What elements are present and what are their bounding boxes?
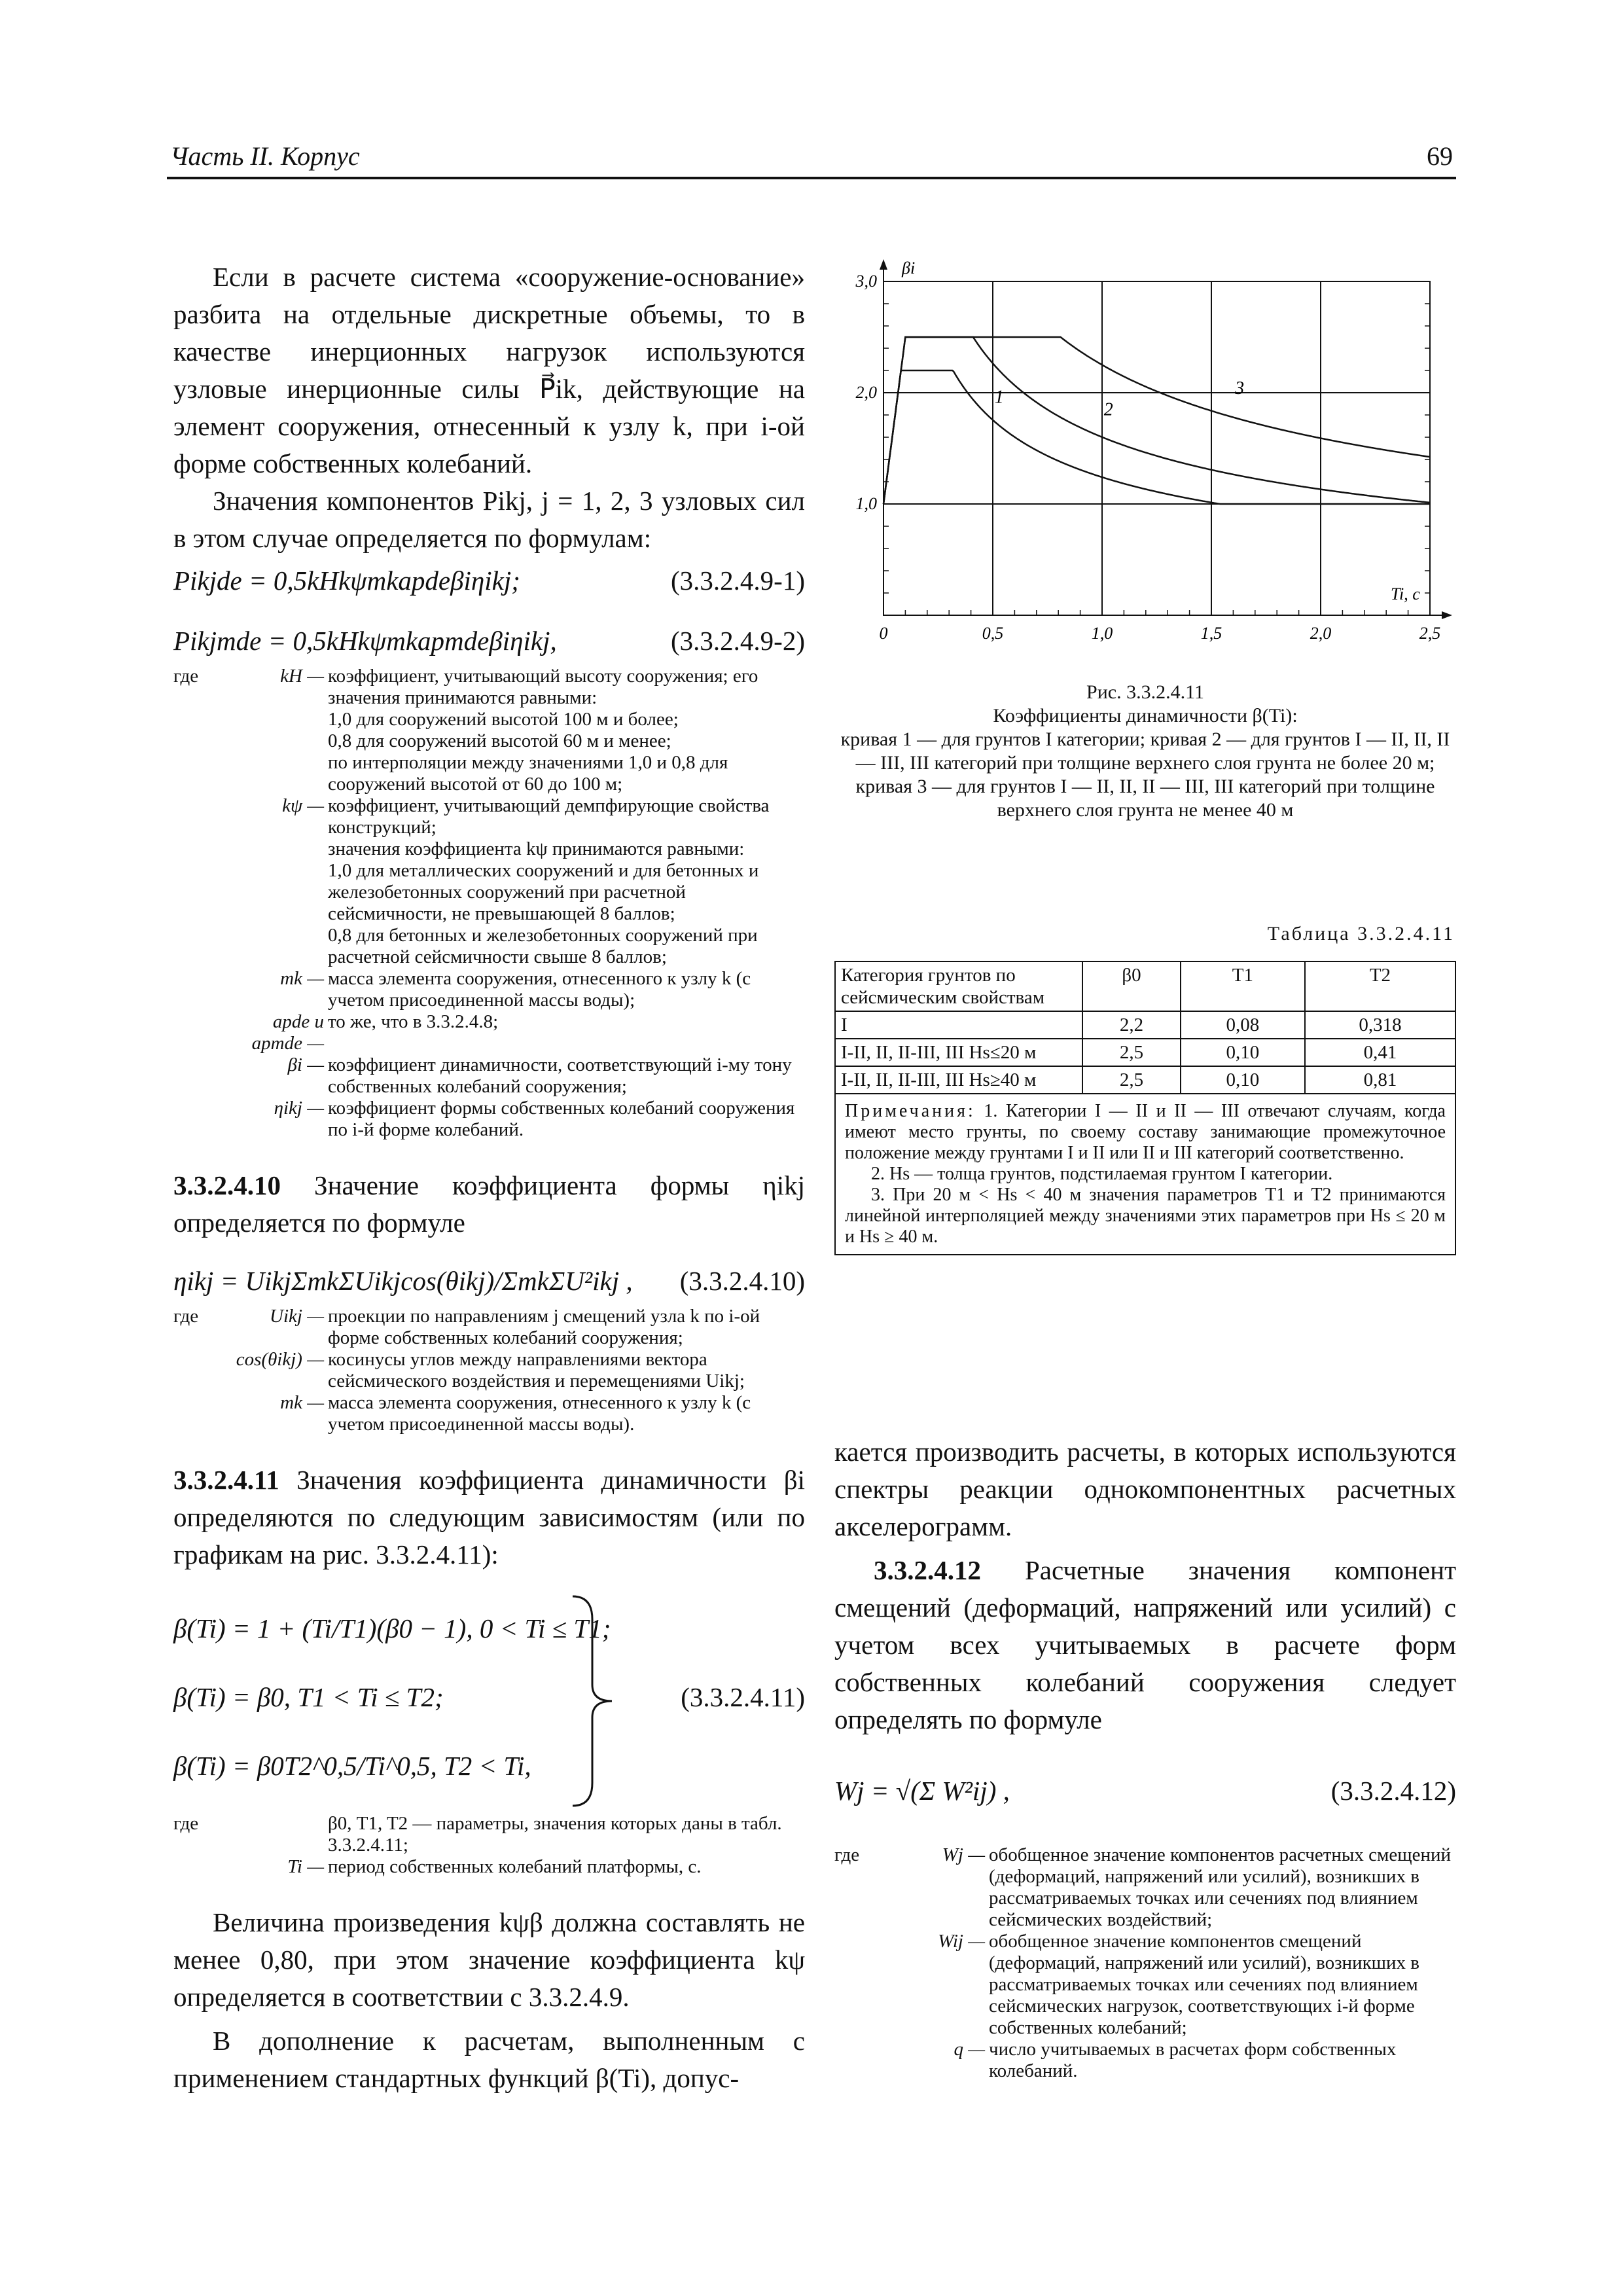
definition-where [173, 968, 219, 1011]
paragraph-product-limit: Величина произведения kψβ должна составлять не менее 0,80, при этом значение коэффициента kψ определяется в соответствии с 3.3.2.4.9. [173, 1907, 805, 2012]
curve-label-2: 2 [1103, 399, 1113, 420]
table-header-row [835, 961, 1455, 1011]
definition-row [173, 666, 805, 709]
definition-symbol: cos(θikj) — [236, 1349, 324, 1370]
definition-symbol: mk — [280, 1392, 324, 1413]
definition-row [173, 795, 805, 838]
definition-symbol [219, 752, 328, 795]
curve-label-1: 1 [994, 387, 1004, 408]
definition-text: коэффициент, учитывающий демпфирующие свойства конструкций; [328, 795, 770, 838]
table-cell: 0,10 [1181, 1039, 1305, 1066]
x-tick-label: 1,5 [1200, 624, 1222, 643]
chart-svg [834, 255, 1456, 661]
formula-3-3-2-4-9-1 [173, 561, 805, 601]
definition-text: 0,8 для сооружений высотой 60 м и менее; [328, 730, 671, 751]
curve-3 [883, 337, 1430, 504]
figure-description: кривая 1 — для грунтов I категории; кривая 2 — для грунтов I — II, II, II — III, III категорий при толщине верхнего слоя грунта не более 20 м; кривая 3 — для грунтов I — II, II, II — III, III категорий при толщине верхнего слоя грунта не менее 40 м [840, 728, 1450, 821]
definition-row [173, 1054, 805, 1098]
figure-title: Коэффициенты динамичности β(Ti): [993, 705, 1298, 726]
definition-text: 1,0 для металлических сооружений и для бетонных и железобетонных сооружений при расчетной сейсмичности, не превышающей 8 баллов; [328, 860, 759, 924]
definition-where [173, 1349, 219, 1392]
definition-symbol: Ti — [287, 1856, 324, 1877]
x-axis-label: Ti, c [1391, 584, 1420, 603]
x-tick-label: 0,5 [982, 624, 1004, 643]
formula-number: (3.3.2.4.10) [679, 1266, 805, 1296]
paragraph-components: Значения компонентов Pikj, j = 1, 2, 3 узловых сил в этом случае определяется по формулам: [173, 486, 805, 553]
definition-text: масса элемента сооружения, отнесенного к узлу k (с учетом присоединенной массы воды); [328, 968, 751, 1011]
definition-text: 0,8 для бетонных и железобетонных сооружений при расчетной сейсмичности свыше 8 баллов; [328, 925, 758, 967]
formula-line-3: β(Ti) = β0T2^0,5/Ti^0,5, T2 < Ti, [173, 1751, 531, 1781]
formula-expression: Pikjmde = 0,5kHkψmkapmdeβiηikj, [173, 626, 557, 656]
soil-parameters-table [834, 961, 1456, 1255]
note-3: 3. При 20 м < Hs < 40 м значения параметров T1 и T2 принимаются линейной интерполяцией между значениями этих параметров при Hs ≤ 20 м и Hs ≥ 40 м. [845, 1185, 1446, 1247]
definition-symbol [219, 1813, 328, 1856]
running-header-title: Часть II. Корпус [170, 141, 360, 171]
definition-row [173, 1813, 805, 1856]
definition-where [173, 1856, 219, 1878]
definition-symbol: Wij — [938, 1931, 985, 1952]
definition-symbol: apde и apmde — [251, 1011, 324, 1054]
note-1 [845, 1101, 1446, 1164]
definition-text: масса элемента сооружения, отнесенного к узлу k (с учетом присоединенной массы воды). [328, 1392, 751, 1435]
x-tick-label: 2,0 [1310, 624, 1332, 643]
x-axis-arrow [1442, 611, 1452, 619]
table-cell: 2,5 [1082, 1039, 1181, 1066]
definition-where [173, 1392, 219, 1435]
header-soil-category: Категория грунтов по сейсмическим свойствам [835, 961, 1082, 1011]
definition-text: β0, T1, T2 — параметры, значения которых даны в табл. 3.3.2.4.11; [328, 1813, 782, 1856]
header-t2: T2 [1305, 961, 1455, 1011]
definition-text: проекции по направлениям j смещений узла k по i-ой форме собственных колебаний сооружения; [328, 1306, 760, 1348]
definition-where: где [173, 666, 199, 687]
table-cell: I [835, 1011, 1082, 1039]
formula-3-3-2-4-10 [173, 1261, 805, 1302]
definition-symbol: Wj — [942, 1844, 985, 1865]
definition-text: число учитываемых в расчетах форм собственных колебаний. [989, 2039, 1397, 2081]
table-row [835, 1066, 1455, 1094]
definition-where [173, 1098, 219, 1141]
y-axis-label: βi [902, 259, 916, 278]
definition-text: значения коэффициента kψ принимаются равными: [328, 838, 745, 859]
definition-symbol: mk — [280, 968, 324, 989]
definition-where [173, 709, 219, 730]
definition-symbol [219, 838, 328, 860]
beta-coefficient-chart [834, 255, 1456, 661]
definition-where [173, 838, 219, 860]
y-axis-arrow [880, 259, 887, 270]
definitions-list-3 [173, 1813, 805, 1878]
header-rule [167, 177, 1456, 179]
note-1-text: 1. Категории I — II и II — III отвечают случаям, когда имеют место грунты, по своему составу занимающие промежуточное положение между грунтами I и II или II и III категорий соответственно. [845, 1101, 1446, 1163]
paragraph-nodal-forces: Если в расчете система «сооружение-основание» разбита на отдельные дискретные объемы, то в качестве инерционных нагрузок используются узловые инерционные силы P⃗ik, действующие на элемент сооружения, отнесенный к узлу k, при i-ой форме собственных колебаний. [173, 262, 805, 478]
table-cell: I-II, II, II-III, III Hs≤20 м [835, 1039, 1082, 1066]
definition-text: 1,0 для сооружений высотой 100 м и более; [328, 709, 679, 730]
table-cell: 0,81 [1305, 1066, 1455, 1094]
left-column [173, 259, 805, 2097]
definitions-list-1 [173, 666, 805, 1141]
table-cell: 0,08 [1181, 1011, 1305, 1039]
notes-label: Примечания: [845, 1101, 976, 1121]
definition-row [173, 860, 805, 925]
definitions-list-2 [173, 1306, 805, 1435]
definition-symbol: βi — [287, 1054, 324, 1075]
section-text: Расчетные значения компонент смещений (деформаций, напряжений или усилий) с учетом всех учитываемых в расчете форм собственных колебаний сооружения следует определять по формуле [834, 1555, 1456, 1734]
formula-3-3-2-4-12 [834, 1771, 1456, 1812]
definition-where [173, 925, 219, 968]
right-column [834, 1433, 1456, 2082]
paragraph-spectra: кается производить расчеты, в которых используются спектры реакции однокомпонентных расчетных акселерограмм. [834, 1437, 1456, 1541]
definition-where: где [834, 1844, 860, 1865]
y-tick-label: 2,0 [855, 383, 877, 402]
section-3-3-2-4-12 [834, 1552, 1456, 1738]
section-text: Значения коэффициента динамичности βi определяются по следующим зависимостям (или по графикам на рис. 3.3.2.4.11): [173, 1465, 805, 1570]
section-3-3-2-4-10 [173, 1167, 805, 1242]
definition-where [173, 730, 219, 752]
section-number: 3.3.2.4.10 [173, 1170, 281, 1200]
formula-expression: Wj = √(Σ W²ij) , [834, 1776, 1010, 1806]
definition-row [834, 2039, 1456, 2082]
definition-row [173, 1856, 805, 1878]
formula-expression: Pikjde = 0,5kHkψmkapdeβiηikj; [173, 565, 520, 596]
curly-brace [566, 1593, 625, 1809]
definition-text: коэффициент, учитывающий высоту сооружения; его значения принимаются равными: [328, 666, 758, 708]
definition-row [173, 968, 805, 1011]
formula-number: (3.3.2.4.12) [1330, 1776, 1456, 1806]
table-cell: 2,5 [1082, 1066, 1181, 1094]
definition-symbol [219, 730, 328, 752]
definition-where [173, 795, 219, 838]
formula-3-3-2-4-9-2 [173, 621, 805, 662]
formula-3-3-2-4-11 [173, 1593, 805, 1809]
definition-text: обобщенное значение компонентов смещений (деформаций, напряжений или усилий), возникших в рассматриваемых точках или сечениях под влиянием сейсмических нагрузок, соответствующих i-й форме собственных колебаний; [989, 1931, 1419, 2038]
definition-text: коэффициент формы собственных колебаний сооружения по i-й форме колебаний. [328, 1098, 795, 1140]
header-t1: T1 [1181, 961, 1305, 1011]
section-3-3-2-4-11 [173, 1462, 805, 1573]
definition-where [173, 752, 219, 795]
definition-row [173, 925, 805, 968]
section-number: 3.3.2.4.12 [874, 1555, 981, 1585]
definition-text: то же, что в 3.3.2.4.8; [328, 1011, 499, 1032]
curve-label-3: 3 [1235, 378, 1245, 399]
table-cell: 0,41 [1305, 1039, 1455, 1066]
definition-symbol: ηikj — [274, 1098, 324, 1119]
table-cell: 0,10 [1181, 1066, 1305, 1094]
definition-text: косинусы углов между направлениями вектора сейсмического воздействия и перемещениями Uikj; [328, 1349, 745, 1391]
definition-row [173, 838, 805, 860]
x-tick-label: 0 [879, 624, 888, 643]
section-number: 3.3.2.4.11 [173, 1465, 279, 1495]
table-title: Таблица 3.3.2.4.11 [1267, 923, 1455, 944]
table-row [835, 1011, 1455, 1039]
header-beta0: β0 [1082, 961, 1181, 1011]
figure-caption [834, 681, 1456, 822]
definition-row [173, 709, 805, 730]
definition-text: период собственных колебаний платформы, с. [328, 1856, 702, 1877]
paragraph-additional-calc: В дополнение к расчетам, выполненным с применением стандартных функций β(Ti), допус- [173, 2026, 805, 2093]
definition-where: где [173, 1306, 199, 1327]
definition-row [834, 1931, 1456, 2039]
definition-text: по интерполяции между значениями 1,0 и 0,8 для сооружений высотой от 60 до 100 м; [328, 752, 728, 795]
curve-2 [883, 337, 1430, 504]
figure-number: Рис. 3.3.2.4.11 [1086, 681, 1204, 703]
definition-where [173, 860, 219, 925]
formula-number: (3.3.2.4.11) [681, 1682, 805, 1712]
definition-text: коэффициент динамичности, соответствующий i-му тону собственных колебаний сооружения; [328, 1054, 792, 1097]
x-tick-label: 2,5 [1419, 624, 1441, 643]
note-2: 2. Hs — толща грунтов, подстилаемая грунтом I категории. [871, 1164, 1333, 1184]
definition-symbol [219, 925, 328, 968]
table-cell: 0,318 [1305, 1011, 1455, 1039]
definition-symbol [219, 709, 328, 730]
definition-row [173, 1306, 805, 1349]
y-tick-label: 3,0 [855, 272, 877, 291]
table-cell: 2,2 [1082, 1011, 1181, 1039]
table-notes [835, 1094, 1455, 1255]
definition-row [173, 752, 805, 795]
formula-expression: ηikj = UikjΣmkΣUikjcos(θikj)/ΣmkΣU²ikj , [173, 1266, 633, 1296]
definition-symbol: q — [954, 2039, 985, 2060]
definitions-list-4 [834, 1844, 1456, 2082]
definition-row [173, 1392, 805, 1435]
definition-row [173, 730, 805, 752]
y-tick-label: 1,0 [855, 494, 877, 513]
definition-where [173, 1011, 219, 1054]
formula-line-1: β(Ti) = 1 + (Ti/T1)(β0 − 1), 0 < Ti ≤ T1; [173, 1613, 611, 1643]
definition-where: где [173, 1813, 199, 1834]
definition-text: обобщенное значение компонентов расчетных смещений (деформаций, напряжений или усилий), возникших в рассматриваемых точках или сечениях под влиянием сейсмических воздействий; [989, 1844, 1452, 1930]
formula-number: (3.3.2.4.9-2) [671, 626, 805, 656]
formula-line-2: β(Ti) = β0, T1 < Ti ≤ T2; [173, 1682, 444, 1712]
plot-frame [883, 281, 1430, 615]
table-row [835, 1039, 1455, 1066]
definition-row [173, 1098, 805, 1141]
definition-symbol: kψ — [282, 795, 324, 816]
section-text: Значение коэффициента формы ηikj определяется по формуле [173, 1170, 805, 1238]
table-notes-row [835, 1094, 1455, 1255]
definition-symbol: kH — [280, 666, 324, 687]
definition-where [173, 1054, 219, 1098]
definition-row [173, 1349, 805, 1392]
page-number: 69 [1427, 141, 1453, 171]
definition-row [173, 1011, 805, 1054]
definition-where [834, 2039, 880, 2082]
x-tick-label: 1,0 [1091, 624, 1113, 643]
definition-where [834, 1931, 880, 2039]
definition-row [834, 1844, 1456, 1931]
definition-symbol: Uikj — [270, 1306, 324, 1327]
formula-number: (3.3.2.4.9-1) [671, 565, 805, 596]
definition-symbol [219, 860, 328, 925]
table-cell: I-II, II, II-III, III Hs≥40 м [835, 1066, 1082, 1094]
